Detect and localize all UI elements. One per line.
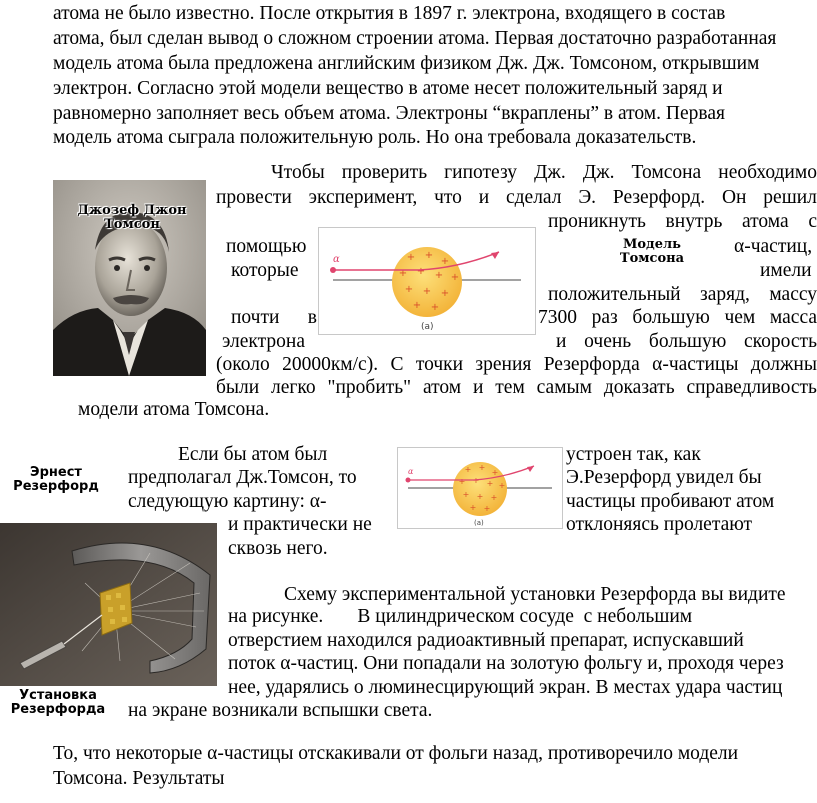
- text-line: отклоняясь пролетают: [566, 514, 753, 535]
- alpha-label: α: [408, 467, 414, 476]
- svg-text:+: +: [404, 284, 414, 295]
- svg-text:+: +: [430, 302, 440, 313]
- text-line: на рисунке. В цилиндрическом сосуде с небольшим: [228, 606, 693, 627]
- text-line: имели: [760, 260, 812, 281]
- text-line: устроен так, как: [566, 444, 701, 465]
- text-line: предполагал Дж.Томсон, то: [128, 467, 357, 488]
- text-line: (около 20000км/с). С точки зрения Резерфорда α-частицы должны: [216, 354, 817, 375]
- text-line: нее, ударялись о люминесцирующий экран. В местах удара частиц: [228, 677, 783, 698]
- text-line: модель атома сыграла положительную роль. Но она требовала доказательств.: [53, 127, 697, 148]
- svg-text:+: +: [491, 468, 499, 477]
- diagram-caption: (a): [474, 519, 484, 527]
- svg-text:+: +: [476, 492, 484, 501]
- text-line: α-частиц,: [734, 236, 813, 257]
- rutherford-label: Эрнест Резерфорд: [13, 465, 99, 494]
- svg-text:+: +: [398, 268, 408, 279]
- text-line: То, что некоторые α-частицы отскакивали от фольги назад, противоречило модели: [53, 743, 739, 764]
- svg-text:+: +: [472, 476, 480, 485]
- text-line: сквозь него.: [228, 538, 328, 559]
- text-line: были легко "пробить" атом и тем самым доказать справедливость: [216, 377, 817, 398]
- text-line: модель атома была предложена английским физиком Дж. Дж. Томсоном, открывшим: [53, 53, 760, 74]
- svg-text:+: +: [469, 503, 477, 512]
- text-line: которые: [231, 260, 299, 281]
- model-label: Модель Томсона: [619, 237, 685, 266]
- text-line: и практически не: [228, 514, 372, 535]
- text-line: 7300 раз большую чем масса: [538, 307, 817, 328]
- text-line: Если бы атом был: [178, 444, 328, 465]
- svg-text:+: +: [416, 266, 426, 277]
- thomson-caption: Джозеф Джон Томсон: [77, 203, 187, 232]
- svg-text:+: +: [464, 465, 472, 474]
- svg-text:+: +: [434, 270, 444, 281]
- text-line: следующую картину: α-: [128, 491, 327, 512]
- diagram-caption: (a): [421, 322, 434, 332]
- thomson-model-diagram: [318, 227, 536, 335]
- text-line: проникнуть внутрь атома с: [548, 211, 817, 232]
- svg-text:+: +: [478, 463, 486, 472]
- svg-text:+: +: [498, 481, 506, 490]
- text-line: электрон. Согласно этой модели вещество в атоме несет положительный заряд и: [53, 78, 723, 99]
- svg-text:+: +: [440, 288, 450, 299]
- text-line: электрона: [222, 331, 305, 352]
- text-line: отверстием находился радиоактивный препарат, испускавший: [228, 630, 744, 651]
- text-line: на экране возникали вспышки света.: [128, 700, 433, 721]
- text-line: поток α-частиц. Они попадали на золотую фольгу и, проходя через: [228, 653, 784, 674]
- svg-text:+: +: [490, 493, 498, 502]
- svg-text:+: +: [458, 477, 466, 486]
- svg-text:+: +: [462, 490, 470, 499]
- text-line: модели атома Томсона.: [78, 399, 270, 420]
- text-line: провести эксперимент, что и сделал Э. Резерфорд. Он решил: [216, 187, 817, 208]
- rutherford-setup-image: [0, 523, 217, 686]
- text-line: Э.Резерфорд увидел бы: [566, 467, 762, 488]
- text-line: положительный заряд, массу: [548, 284, 817, 305]
- text-line: Чтобы проверить гипотезу Дж. Дж. Томсона необходимо: [271, 162, 817, 183]
- thomson-portrait: [53, 180, 206, 376]
- text-line: помощью: [226, 236, 307, 257]
- svg-text:+: +: [483, 504, 491, 513]
- atom-diagram: [398, 448, 562, 528]
- svg-text:+: +: [424, 250, 434, 261]
- setup-label: Установка Резерфорда: [10, 688, 106, 717]
- text-line: Схему экспериментальной установки Резерфорда вы видите: [284, 584, 786, 605]
- thomson-model-diagram-2: [397, 447, 563, 529]
- svg-text:+: +: [450, 272, 460, 283]
- text-line: почти в: [231, 307, 317, 328]
- svg-text:+: +: [486, 479, 494, 488]
- text-line: частицы пробивают атом: [566, 491, 775, 512]
- atom-diagram: [319, 228, 535, 334]
- svg-text:+: +: [412, 300, 422, 311]
- text-line: равномерно заполняет весь объем атома. Электроны “вкраплены” в атом. Первая: [53, 103, 725, 124]
- svg-text:+: +: [422, 286, 432, 297]
- svg-text:+: +: [406, 252, 416, 263]
- text-line: и очень большую скорость: [556, 331, 817, 352]
- setup-illustration: [0, 523, 217, 686]
- text-line: Томсона. Результаты: [53, 768, 225, 789]
- alpha-label: α: [333, 254, 340, 265]
- text-line: атома не было известно. После открытия в 1897 г. электрона, входящего в состав: [53, 3, 726, 24]
- text-line: атома, был сделан вывод о сложном строении атома. Первая достаточно разработанная: [53, 28, 777, 49]
- svg-text:+: +: [440, 256, 450, 267]
